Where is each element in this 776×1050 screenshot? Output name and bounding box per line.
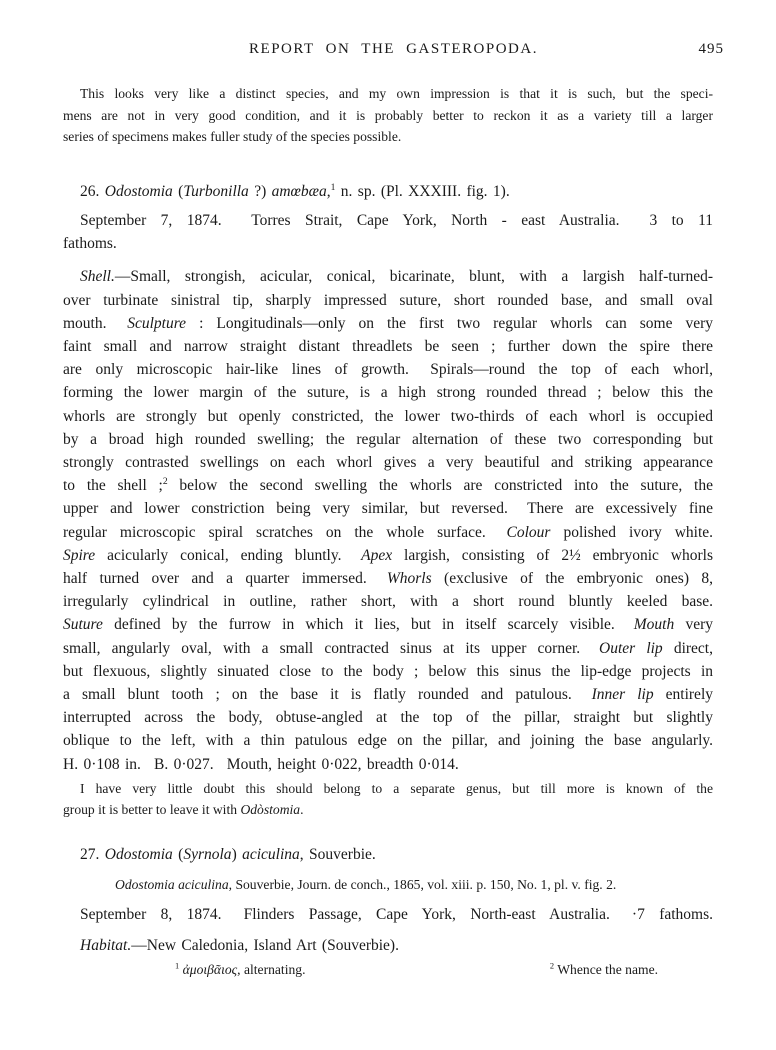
text-line: strongly contrasted swellings on each whorl gives a very beautiful and striking appearance bbox=[63, 454, 713, 472]
text-line: mouth. Sculpture : Longitudinals—only on the first two regular whorls can some very bbox=[63, 314, 713, 332]
text-line: but flexuous, slightly sinuated close to the body ; below this sinus the lip-edge projects in bbox=[63, 662, 713, 680]
text-line: H. 0·108 in. B. 0·027. Mouth, height 0·022, breadth 0·014. bbox=[63, 755, 459, 773]
species-heading-27 bbox=[63, 843, 713, 866]
text-line: 26. Odostomia (Turbonilla ?) amœbæa,$^1$ n. sp. (Pl. XXXIII. fig. 1). bbox=[80, 181, 510, 200]
footnote-right: $^2$ Whence the name. bbox=[549, 960, 658, 978]
species-heading-26 bbox=[63, 180, 713, 203]
locality-27 bbox=[63, 903, 713, 926]
text-line: forming the lower margin of the suture, is a high strong rounded thread ; below this the bbox=[63, 384, 713, 402]
page-number: 495 bbox=[698, 41, 724, 57]
running-title: REPORT ON THE GASTEROPODA. bbox=[249, 41, 538, 57]
text-line: are only microscopic hair-like lines of growth. Spirals—round the top of each whorl, bbox=[63, 361, 713, 379]
text-line: half turned over and a quarter immersed. Whorls (exclusive of the embryonic ones) 8, bbox=[63, 570, 713, 588]
text-line: Suture defined by the furrow in which it lies, but in itself scarcely visible. Mouth very bbox=[63, 616, 713, 634]
text-line: fathoms. bbox=[63, 235, 117, 253]
synonymy-27 bbox=[63, 874, 713, 896]
text-line: over turbinate sinistral tip, sharply impressed suture, short rounded base, and small oval bbox=[63, 291, 713, 309]
text-line: oblique to the left, with a thin patulous edge on the pillar, and joining the base angularly. bbox=[63, 732, 713, 750]
page-header bbox=[63, 41, 724, 61]
text-line: upper and lower constriction being very similar, but reversed. There are excessively fine bbox=[63, 500, 713, 518]
text-line: by a broad high rounded swelling; the regular alternation of these two corresponding but bbox=[63, 430, 713, 448]
footnotes bbox=[63, 959, 713, 981]
text-line: group it is better to leave it with Odòstomia. bbox=[63, 802, 304, 818]
description-26 bbox=[63, 265, 713, 775]
text-line: Habitat.—New Caledonia, Island Art (Souverbie). bbox=[80, 937, 399, 955]
text-line: I have very little doubt this should belong to a separate genus, but till more is known of the bbox=[80, 780, 713, 796]
text-line: to the shell ;$^2$ below the second swelling the whorls are constricted into the suture, the bbox=[63, 476, 713, 495]
text-line: 27. Odostomia (Syrnola) aciculina, Souverbie. bbox=[80, 846, 376, 864]
text-line: irregularly cylindrical in outline, rather short, with a short round bluntly keeled base. bbox=[63, 593, 713, 611]
locality-26 bbox=[63, 209, 713, 255]
text-line: This looks very like a distinct species, and my own impression is that it is such, but the speci- bbox=[80, 86, 713, 101]
text-line: Shell.—Small, strongish, acicular, conical, bicarinate, blunt, with a largish half-turned- bbox=[80, 268, 713, 286]
remarks-26 bbox=[63, 778, 713, 821]
text-line: September 7, 1874. Torres Strait, Cape York, North - east Australia. 3 to 11 bbox=[80, 211, 713, 229]
footnote-left: $^1$ ἀμοιβᾶιος, alternating. bbox=[175, 960, 306, 978]
text-line: a small blunt tooth ; on the base it is flatly rounded and patulous. Inner lip entirely bbox=[63, 686, 713, 704]
text-line: mens are not in very good condition, and it is probably better to reckon it as a variety till a larger bbox=[63, 107, 713, 123]
text-line: small, angularly oval, with a small contracted sinus at its upper corner. Outer lip direct, bbox=[63, 639, 713, 657]
text-line: whorls are strongly but openly constricted, the lower two-thirds of each whorl is occupied bbox=[63, 407, 713, 425]
text-line: regular microscopic spiral scratches on the whole surface. Colour polished ivory white. bbox=[63, 523, 714, 541]
text-line: Spire acicularly conical, ending bluntly. Apex largish, consisting of 2½ embryonic whorls bbox=[63, 546, 713, 564]
habitat-27 bbox=[63, 934, 713, 957]
intro-paragraph bbox=[63, 83, 713, 148]
text-line: faint small and narrow straight distant threadlets be seen ; further down the spire there bbox=[63, 338, 713, 355]
text-line: Odostomia aciculina, Souverbie, Journ. de conch., 1865, vol. xiii. p. 150, No. 1, pl. v. fig. 2. bbox=[115, 877, 617, 893]
text-body bbox=[63, 83, 713, 981]
text-line: interrupted across the body, obtuse-angled at the top of the pillar, straight but slightly bbox=[63, 709, 713, 727]
text-line: series of specimens makes fuller study of the species possible. bbox=[63, 129, 402, 145]
text-line: September 8, 1874. Flinders Passage, Cape York, North-east Australia. ·7 fathoms. bbox=[80, 905, 713, 923]
